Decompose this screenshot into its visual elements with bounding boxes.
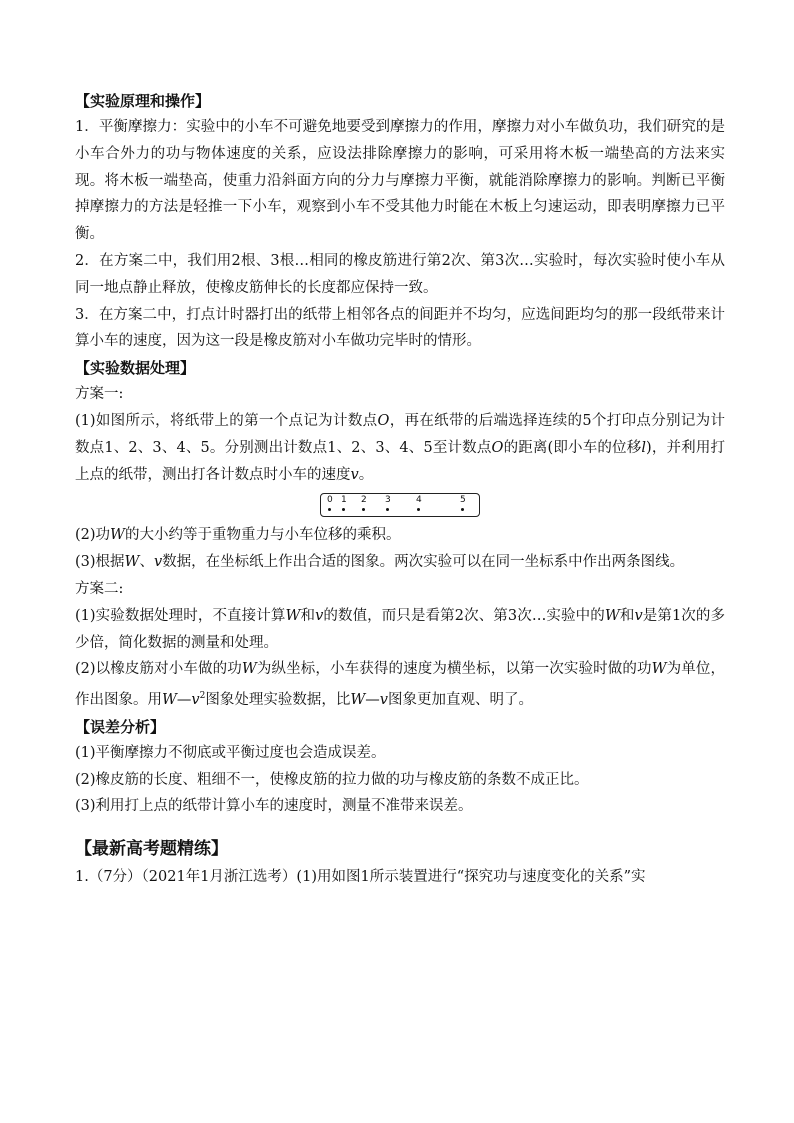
heading-exam-practice: 【最新高考题精练】 (75, 839, 228, 860)
tape-label-3: 3 (385, 495, 391, 506)
tape-dot-2 (362, 508, 365, 511)
tape-label-1: 1 (341, 495, 347, 506)
tape-dot-3 (386, 508, 389, 511)
plan-two-step-2: (2)以橡皮筋对小车做的功W为纵坐标，小车获得的速度为横坐标，以第一次实验时做的功W为单位，作出图象。用$W—v^2$图象处理实验数据，比W—v图象更加直观、明了。 (75, 661, 726, 708)
principle-para-3: 3．在方案二中，打点计时器打出的纸带上相邻各点的间距并不均匀，应选间距均匀的那一段纸带来计算小车的速度，因为这一段是橡皮筋对小车做功完毕时的情形。 (75, 306, 725, 350)
tape-dot-0 (328, 508, 331, 511)
heading-principle: 【实验原理和操作】 (75, 92, 211, 110)
plan-one-step-2: (2)功W的大小约等于重物重力与小车位移的乘积。 (75, 527, 401, 544)
plan-one-step-3: (3)根据W、v数据，在坐标纸上作出合适的图象。两次实验可以在同一坐标系中作出两条图线。 (75, 554, 685, 571)
tape-dot-5 (461, 508, 464, 511)
exam-question-1: 1.（7分）（2021年1月浙江选考）(1)用如图1所示装置进行“探究功与速度变化的关系”实 (75, 869, 646, 886)
tape-dot-1 (342, 508, 345, 511)
tape-label-0: 0 (327, 495, 333, 506)
error-item-1: (1)平衡摩擦力不彻底或平衡过度也会造成误差。 (75, 744, 386, 761)
heading-data-processing: 【实验数据处理】 (75, 359, 196, 378)
principle-para-1: 1．平衡摩擦力：实验中的小车不可避免地要受到摩擦力的作用，摩擦力对小车做负功，我们研究的是小车合外力的功与物体速度的关系，应设法排除摩擦力的影响，可采用将木板一端垫高的方法来实现。将木板一端垫高，使重力沿斜面方向的分力与摩擦力平衡，就能消除摩擦力的影响。判断已平衡掉摩擦力的方法是轻推一下小车，观察到小车不受其他力时能在木板上匀速运动，即表明摩擦力已平衡。 (75, 119, 725, 243)
paper-tape (320, 493, 480, 517)
error-item-2: (2)橡皮筋的长度、粗细不一，使橡皮筋的拉力做的功与橡皮筋的条数不成正比。 (75, 771, 589, 788)
document-page (75, 88, 725, 891)
tape-label-2: 2 (361, 495, 367, 506)
tape-label-5: 5 (460, 495, 466, 506)
plan-two-step-1: (1)实验数据处理时，不直接计算W和v的数值，而只是看第2次、第3次…实验中的W和v是第1次的多少倍，简化数据的测量和处理。 (75, 607, 725, 651)
plan-one-label: 方案一: (75, 386, 124, 403)
paper-tape-figure (75, 488, 725, 522)
tape-label-4: 4 (416, 495, 422, 506)
tape-dot-4 (417, 508, 420, 511)
error-item-3: (3)利用打上点的纸带计算小车的速度时，测量不准带来误差。 (75, 798, 473, 815)
principle-para-2: 2．在方案二中，我们用2根、3根…相同的橡皮筋进行第2次、第3次…实验时，每次实验时使小车从同一地点静止释放，使橡皮筋伸长的长度都应保持一致。 (75, 252, 725, 296)
heading-error-analysis: 【误差分析】 (75, 717, 166, 736)
plan-one-step-1: (1)如图所示，将纸带上的第一个点记为计数点O，再在纸带的后端选择连续的5个打印点分别记为计数点1、2、3、4、5。分别测出计数点1、2、3、4、5至计数点O的距离(即小车的位移l)，并利用打上点的纸带，测出打各计数点时小车的速度v。 (75, 412, 725, 483)
plan-two-label: 方案二: (75, 580, 124, 597)
